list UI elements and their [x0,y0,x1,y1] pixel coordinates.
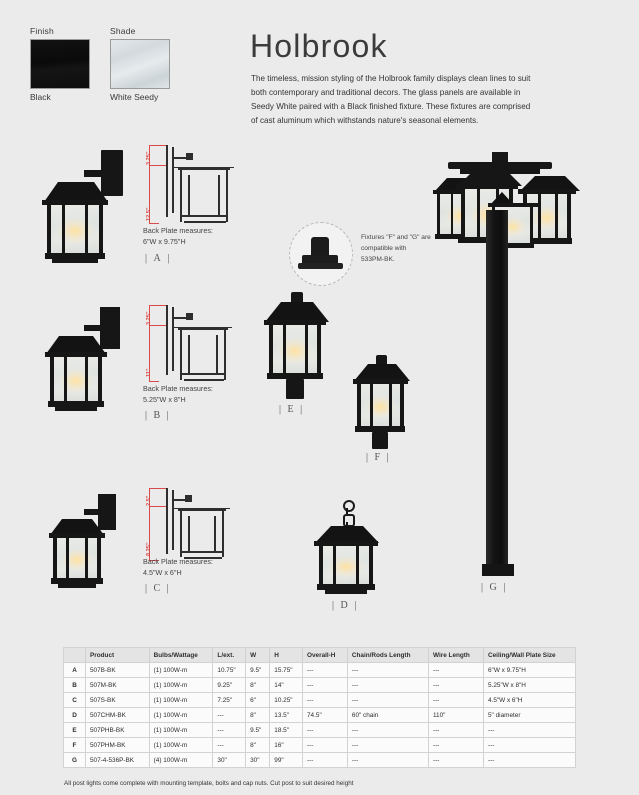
table-header-cell: W [246,648,270,663]
table-cell: --- [213,723,246,738]
product-photo-f [352,355,412,451]
table-cell: (1) 100W-m [149,693,213,708]
swatch-shade-group-label: Shade [110,26,136,36]
table-cell: 507CHM-BK [86,708,150,723]
table-cell: --- [428,753,483,768]
table-cell: 8" [246,678,270,693]
table-cell: 30" [246,753,270,768]
table-header-cell: Product [86,648,150,663]
table-cell: (1) 100W-m [149,663,213,678]
dim-b-side: 11" [146,368,152,377]
table-cell: 99" [270,753,303,768]
swatch-finish-chip [30,39,90,89]
table-cell: 14" [270,678,303,693]
table-cell: --- [213,708,246,723]
dim-a-top: 3.25" [146,151,152,165]
table-cell: 7.25" [213,693,246,708]
table-cell: (1) 100W-m [149,708,213,723]
table-cell: 5" diameter [484,708,576,723]
table-cell: 507S-BK [86,693,150,708]
table-header-cell [64,648,86,663]
table-cell: --- [428,693,483,708]
dim-b-top: 3.25" [146,311,152,325]
table-cell: 6" [246,693,270,708]
table-cell: 507M-BK [86,678,150,693]
spec-table [63,647,576,768]
table-header-cell: H [270,648,303,663]
table-cell: (4) 100W-m [149,753,213,768]
caption-c [143,557,213,579]
table-row [64,693,576,708]
table-cell: 15.75" [270,663,303,678]
table-cell: 10.75" [213,663,246,678]
table-cell: --- [428,723,483,738]
table-cell: (1) 100W-m [149,678,213,693]
table-cell: D [64,708,86,723]
page-title: Holbrook [250,28,388,64]
caption-b-line2: 5.25"W x 8"H [143,394,186,404]
table-cell: A [64,663,86,678]
product-photo-b [40,305,128,417]
table-cell: 30" [213,753,246,768]
table-cell: --- [303,678,348,693]
line-drawing-c [136,486,236,560]
product-photo-e [263,292,331,402]
figure-label-f: | F | [366,452,391,463]
table-cell: 9.5" [246,723,270,738]
table-cell: 10.25" [270,693,303,708]
page-description: The timeless, mission styling of the Holbrook family displays clean lines to suit both contemporary and traditional decors. The glass panels are available in Seedy White paired with a Black finished fixture. These fixtures are comprised of cast aluminum which withstands nature's seasonal elements. [251,74,531,125]
figure-label-c: | C | [145,583,171,594]
table-cell: B [64,678,86,693]
table-row [64,753,576,768]
table-cell: 110" [428,708,483,723]
caption-c-line2: 4.5"W x 6"H [143,567,182,577]
table-cell: --- [428,678,483,693]
table-cell: 16" [270,738,303,753]
dim-c-top: 2.5" [146,495,152,506]
table-cell: --- [303,723,348,738]
table-cell: 74.5" [303,708,348,723]
swatch-shade-chip [110,39,170,89]
figure-label-a: | A | [145,253,172,264]
table-header-cell: L/ext. [213,648,246,663]
table-cell: --- [347,693,428,708]
table-header-cell: Overall-H [303,648,348,663]
table-cell: 6"W x 9.75"H [484,663,576,678]
compat-adapter-image [289,222,353,286]
swatch-finish [30,26,88,102]
caption-a [143,226,213,248]
table-cell: C [64,693,86,708]
product-photo-g [420,140,580,580]
table-cell: F [64,738,86,753]
caption-a-line2: 6"W x 9.75"H [143,236,186,246]
table-cell: --- [303,738,348,753]
dim-a-side: 12.5" [146,207,152,221]
caption-a-line1: Back Plate measures: [143,226,213,235]
swatch-finish-group-label: Finish [30,26,54,36]
swatch-group [30,26,168,102]
table-cell: 507PHB-BK [86,723,150,738]
table-header-cell: Bulbs/Wattage [149,648,213,663]
dim-c-side: 8.25" [146,542,152,556]
caption-b-line1: Back Plate measures: [143,384,213,393]
swatch-shade-name: White Seedy [110,92,159,102]
table-row [64,738,576,753]
table-cell: 8" [246,708,270,723]
table-cell: 9.5" [246,663,270,678]
table-row [64,663,576,678]
table-cell: --- [213,738,246,753]
table-cell: --- [347,738,428,753]
table-cell: --- [347,723,428,738]
table-cell: 507PHM-BK [86,738,150,753]
table-cell: (1) 100W-m [149,738,213,753]
table-header-cell: Wire Length [428,648,483,663]
table-cell: 507-4-536P-BK [86,753,150,768]
table-cell: --- [303,753,348,768]
table-cell: --- [428,738,483,753]
table-header-cell: Chain/Rods Length [347,648,428,663]
table-cell: 13.5" [270,708,303,723]
product-photo-d [312,500,382,596]
table-row [64,708,576,723]
line-drawing-a [136,143,236,223]
table-cell: --- [484,753,576,768]
table-cell: 4.5"W x 6"H [484,693,576,708]
table-cell: 8" [246,738,270,753]
swatch-shade [110,26,168,102]
table-cell: --- [484,723,576,738]
table-row [64,678,576,693]
table-cell: G [64,753,86,768]
table-cell: --- [428,663,483,678]
product-photo-a [38,148,130,266]
table-cell: --- [347,678,428,693]
table-cell: 60" chain [347,708,428,723]
table-cell: --- [484,738,576,753]
table-cell: --- [303,693,348,708]
figure-label-d: | D | [332,600,359,611]
caption-b [143,384,213,406]
table-cell: 9.25" [213,678,246,693]
compat-note-text: Fixtures "F" and "G" are compatible with 533PM-BK. [361,234,431,263]
table-cell: --- [303,663,348,678]
figure-label-e: | E | [279,404,305,415]
figure-label-b: | B | [145,410,171,421]
table-header-row [64,648,576,663]
table-cell: 5.25"W x 8"H [484,678,576,693]
line-drawing-b [136,303,236,381]
product-photo-c [44,492,124,592]
table-header-cell: Ceiling/Wall Plate Size [484,648,576,663]
table-cell: E [64,723,86,738]
table-cell: 18.5" [270,723,303,738]
swatch-finish-name: Black [30,92,51,102]
caption-c-line1: Back Plate measures: [143,557,213,566]
table-footnote: All post lights come complete with mounting template, bolts and cap nuts. Cut post to suit desired height [64,780,354,787]
table-cell: --- [347,753,428,768]
table-cell: (1) 100W-m [149,723,213,738]
table-cell: --- [347,663,428,678]
table-cell: 507B-BK [86,663,150,678]
figure-label-g: | G | [481,582,508,593]
table-row [64,723,576,738]
